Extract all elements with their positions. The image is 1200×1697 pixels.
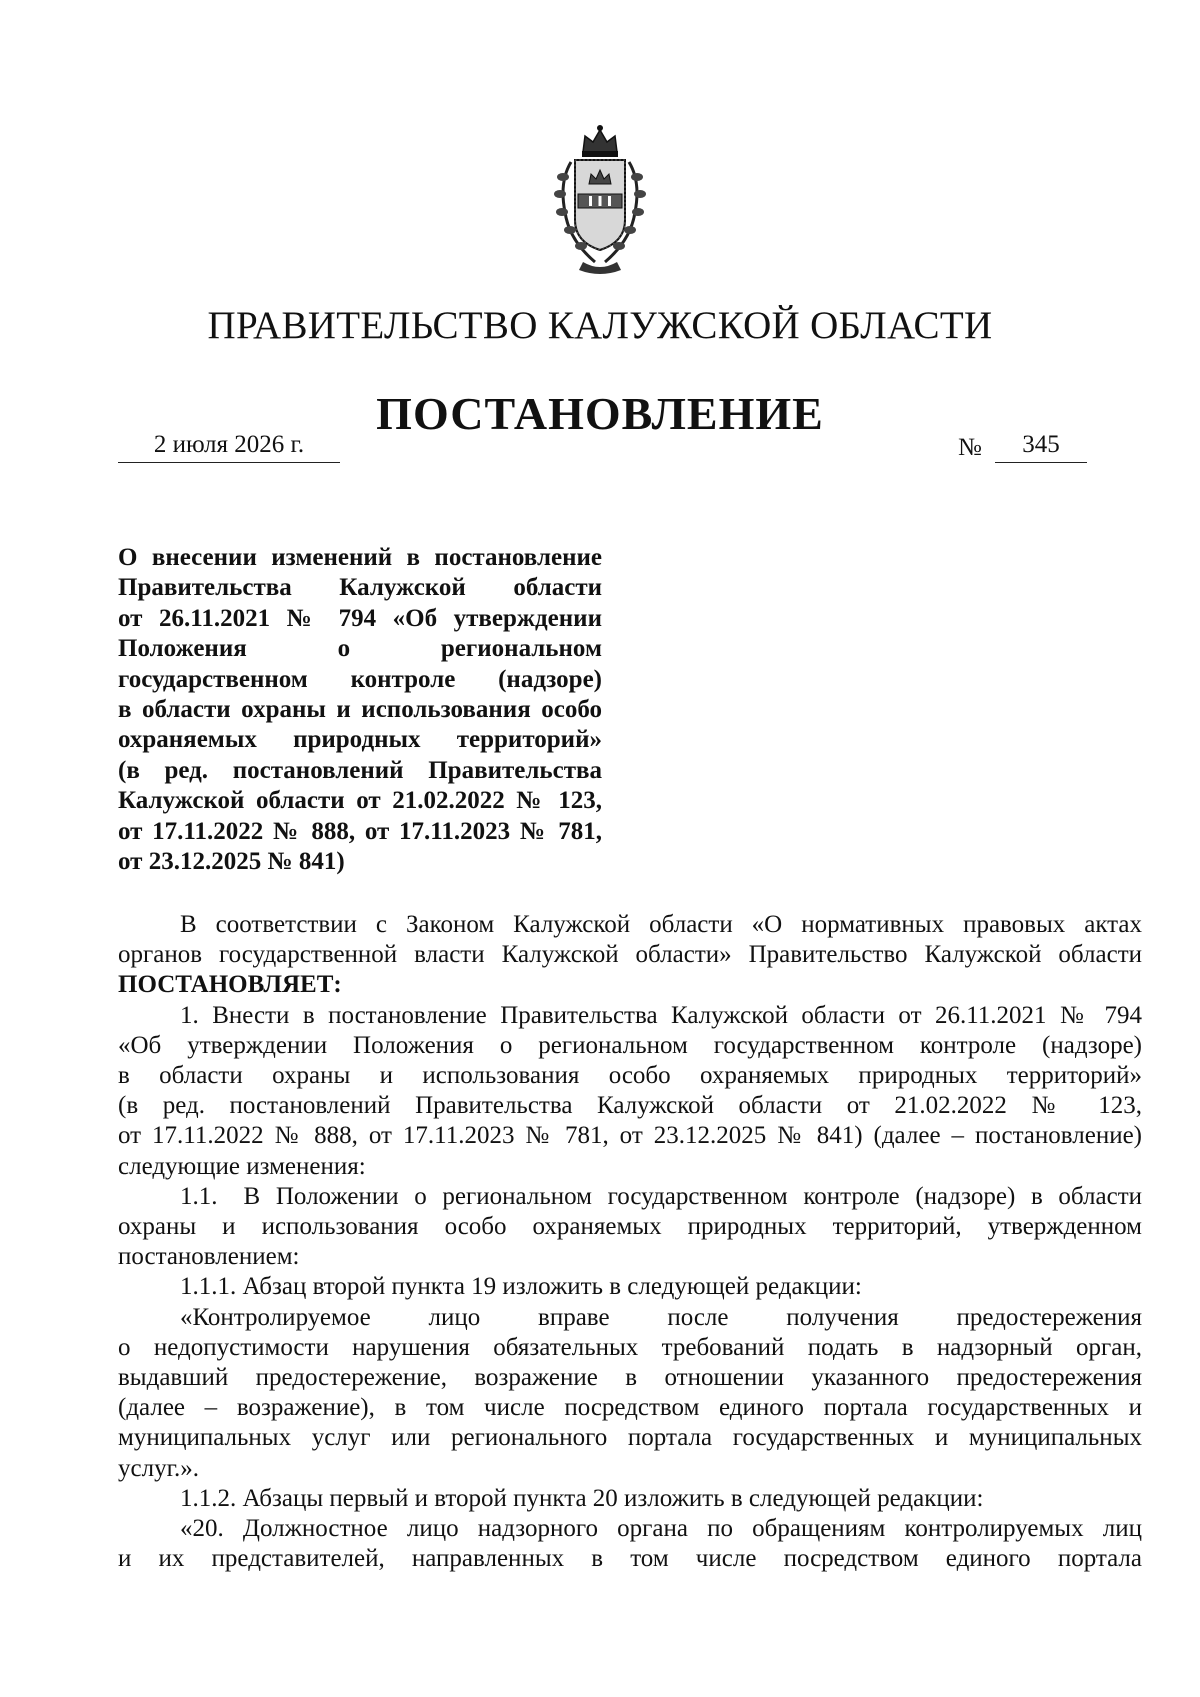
body-line: 1.1.1. Абзац второй пункта 19 изложить в следующей редакции: xyxy=(180,1273,862,1301)
body-line: «Об утверждении Положения о региональном государственном контроле (надзоре) xyxy=(118,1031,1142,1059)
body-line: органов государственной власти Калужской области» Правительство Калужской области xyxy=(118,941,1142,969)
subject-line: от 17.11.2022 № 888, от 17.11.2023 № 781, xyxy=(118,817,602,845)
quote-line: муниципальных услуг или регионального портала государственных и муниципальных xyxy=(118,1424,1142,1452)
subject-line: от 26.11.2021 № 794 «Об утверждении xyxy=(118,604,602,632)
body-line: от 17.11.2022 № 888, от 17.11.2023 № 781, от 23.12.2025 № 841) (далее – постановление) xyxy=(118,1122,1142,1150)
body-line: 1.1.2. Абзацы первый и второй пункта 20 изложить в следующей редакции: xyxy=(180,1484,984,1512)
body-line: охраны и использования особо охраняемых природных территорий, утвержденном xyxy=(118,1213,1142,1241)
item-number: 1.1. xyxy=(180,1182,218,1210)
body-line: В соответствии с Законом Калужской области «О нормативных правовых актах xyxy=(180,911,1142,938)
quote-line: (далее – возражение), в том числе посредством единого портала государственных и xyxy=(118,1394,1142,1422)
quote-line: выдавший предостережение, возражение в отношении указанного предостережения xyxy=(118,1364,1142,1392)
organization-title: ПРАВИТЕЛЬСТВО КАЛУЖСКОЙ ОБЛАСТИ xyxy=(207,304,993,347)
quote-line: «20. Должностное лицо надзорного органа по обращениям контролируемых лиц xyxy=(180,1515,1142,1543)
item-text: В Положении о региональном государственном контроле (надзоре) в области xyxy=(243,1182,1142,1210)
quote-line: о недопустимости нарушения обязательных требований подать в надзорный орган, xyxy=(118,1333,1142,1361)
number-label: № xyxy=(958,434,982,461)
document-type-title: ПОСТАНОВЛЕНИЕ xyxy=(376,388,824,439)
subject-line: О внесении изменений в постановление xyxy=(118,544,602,571)
body-line: постановлением: xyxy=(118,1243,300,1271)
quote-line: услуг.». xyxy=(118,1454,200,1482)
subject-line: государственном контроле (надзоре) xyxy=(118,665,602,693)
body-line: следующие изменения: xyxy=(118,1152,366,1180)
document-date: 2 июля 2026 г. xyxy=(118,428,340,463)
subject-line: Положения о региональном xyxy=(118,635,602,663)
item-1-1-line xyxy=(118,1182,1142,1212)
quote-line: и их представителей, направленных в том числе посредством единого портала xyxy=(118,1545,1142,1573)
document-subject xyxy=(118,543,602,877)
document-body xyxy=(118,910,1142,1574)
body-line: (в ред. постановлений Правительства Калужской области от 21.02.2022 № 123, xyxy=(118,1092,1142,1120)
kaluga-coat-of-arms-icon xyxy=(545,122,655,277)
body-line: в области охраны и использования особо охраняемых природных территорий» xyxy=(118,1062,1142,1090)
subject-line: Калужской области от 21.02.2022 № 123, xyxy=(118,787,602,815)
subject-line: Правительства Калужской области xyxy=(118,574,602,602)
decree-word: ПОСТАНОВЛЯЕТ: xyxy=(118,971,342,999)
subject-line: от 23.12.2025 № 841) xyxy=(118,848,345,876)
body-line: 1. Внести в постановление Правительства Калужской области от 26.11.2021 № 794 xyxy=(180,1001,1142,1029)
subject-line: (в ред. постановлений Правительства xyxy=(118,756,602,784)
subject-line: охраняемых природных территорий» xyxy=(118,726,602,754)
document-number: 345 xyxy=(995,428,1087,463)
subject-line: в области охраны и использования особо xyxy=(118,696,602,724)
quote-line: «Контролируемое лицо вправе после получения предостережения xyxy=(180,1303,1142,1331)
